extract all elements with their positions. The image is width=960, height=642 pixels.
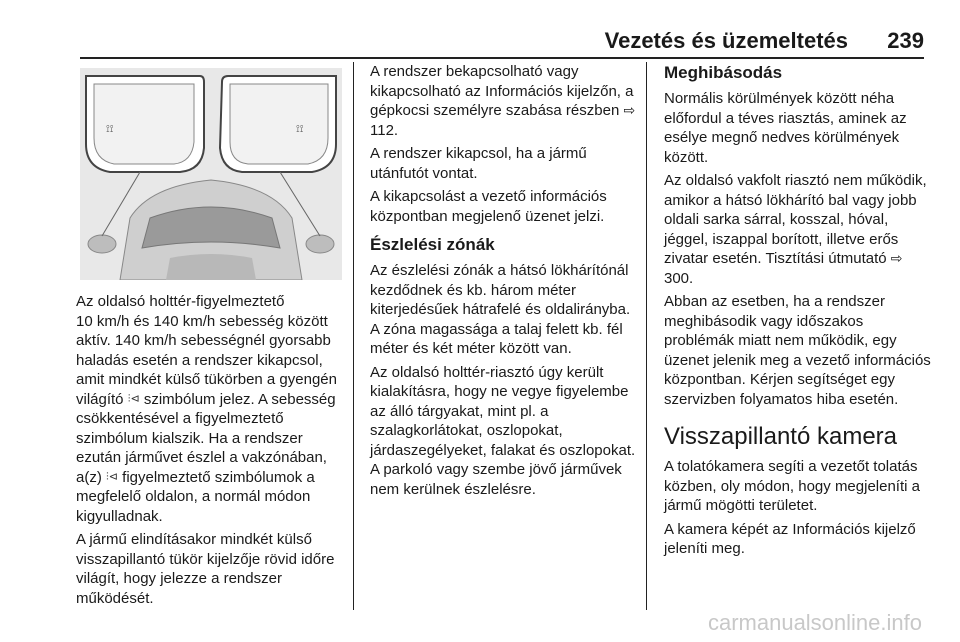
caption-paragraph bbox=[76, 292, 344, 526]
column-2 bbox=[370, 62, 638, 503]
column-1 bbox=[76, 62, 344, 612]
paragraph-text: A tolatókamera segíti a vezetőt tolatás közben, oly módon, hogy megjeleníti a jármű mögötti területet. bbox=[664, 458, 920, 514]
section-heading: Észlelési zónák bbox=[370, 235, 495, 254]
section-heading: Meghibásodás bbox=[664, 63, 783, 82]
column-3 bbox=[664, 62, 934, 563]
page-header bbox=[0, 0, 960, 60]
paragraph-text: Abban az esetben, ha a rendszer meghibásodik vagy időszakos problémák miatt nem működik, egy üzenet jelenik meg a vezető információs központban. Kérjen segítséget egy szervizben folyamatos hiba esetén. bbox=[664, 293, 931, 408]
column-divider-left bbox=[353, 62, 354, 610]
header-rule bbox=[80, 57, 924, 59]
svg-text:⟟⟟: ⟟⟟ bbox=[106, 124, 114, 135]
paragraph-text: szimbólum jelez. A sebesség csökkentésével a figyelmeztető szimbólum kialszik. Ha a rendszer ezután járművet észlel a vakzónában, a(z) bbox=[76, 390, 336, 486]
blind-spot-warning-icon: ⫶⊲ bbox=[106, 470, 118, 483]
section-title: Visszapillantó kamera bbox=[664, 423, 898, 450]
blind-spot-warning-icon: ⫶⊲ bbox=[127, 392, 140, 405]
page-reference[interactable]: 300. bbox=[664, 269, 694, 287]
side-mirror-illustration bbox=[80, 68, 342, 280]
paragraph-text: A rendszer bekapcsolható vagy kikapcsolható az Információs kijelzőn, a gépkocsi személyre szabása részben bbox=[370, 63, 634, 119]
page-reference[interactable]: 112. bbox=[370, 121, 399, 139]
header-title: Vezetés és üzemeltetés bbox=[604, 28, 848, 53]
paragraph-text: A kikapcsolást a vezető információs központban megjelenő üzenet jelzi. bbox=[370, 188, 607, 225]
paragraph-text: Az észlelési zónák a hátsó lökhárítónál kezdődnek és kb. három méter kiterjedésűek hátrafelé és oldalirányba. A zóna magassága a talaj felett kb. fél méter és két méter között van. bbox=[370, 262, 631, 357]
paragraph-text: A kamera képét az Információs kijelző jeleníti meg. bbox=[664, 520, 916, 557]
paragraph-text: figyelmeztető szimbólumok a megfelelő oldalon, a normál módon kigyulladnak. bbox=[76, 468, 315, 525]
watermark: carmanualsonline.info bbox=[707, 610, 922, 635]
paragraph-text: 10 km/h és 140 km/h sebesség között aktív. 140 km/h sebességnél gyorsabb haladás esetén a rendszer kikapcsol, amit mindkét külső tükörben a gyengén világító bbox=[76, 312, 337, 408]
page-reference-arrow-icon: ⇨ bbox=[890, 250, 903, 266]
paragraph-with-ref bbox=[664, 171, 934, 288]
paragraph-text: A rendszer kikapcsol, ha a jármű utánfutót vontat. bbox=[370, 145, 587, 182]
paragraph-with-ref bbox=[370, 62, 638, 140]
paragraph-text: Normális körülmények között néha előfordul a téves riasztás, aminek az esélye megnő nedves körülmények között. bbox=[664, 90, 907, 166]
paragraph-text: Az oldalsó holttér-riasztó úgy került kialakításra, hogy ne vegye figyelembe az álló tárgyakat, mint pl. a szalagkorlátokat, oszlopokat, járdaszegélyeket, falakat és oszlopokat. A parkoló vagy szembe jövő járművek nem kerülnek észlelésre. bbox=[370, 363, 636, 498]
column-divider-right bbox=[646, 62, 647, 610]
svg-text:⟟⟟: ⟟⟟ bbox=[296, 124, 304, 135]
page-number: 239 bbox=[887, 28, 924, 53]
caption-title: Az oldalsó holttér-figyelmeztető bbox=[76, 293, 285, 310]
paragraph-text: A jármű elindításakor mindkét külső visszapillantó tükör kijelzője rövid időre világít, hogy jelezze a rendszer működését. bbox=[76, 531, 335, 607]
paragraph-text: Az oldalsó vakfolt riasztó nem működik, amikor a hátsó lökhárító bal vagy jobb oldali sarka sárral, kosszal, hóval, jéggel, iszappal borított, illetve erős zivatar esetén. Tisztítási útmutató bbox=[664, 172, 927, 267]
page-reference-arrow-icon: ⇨ bbox=[623, 102, 636, 118]
